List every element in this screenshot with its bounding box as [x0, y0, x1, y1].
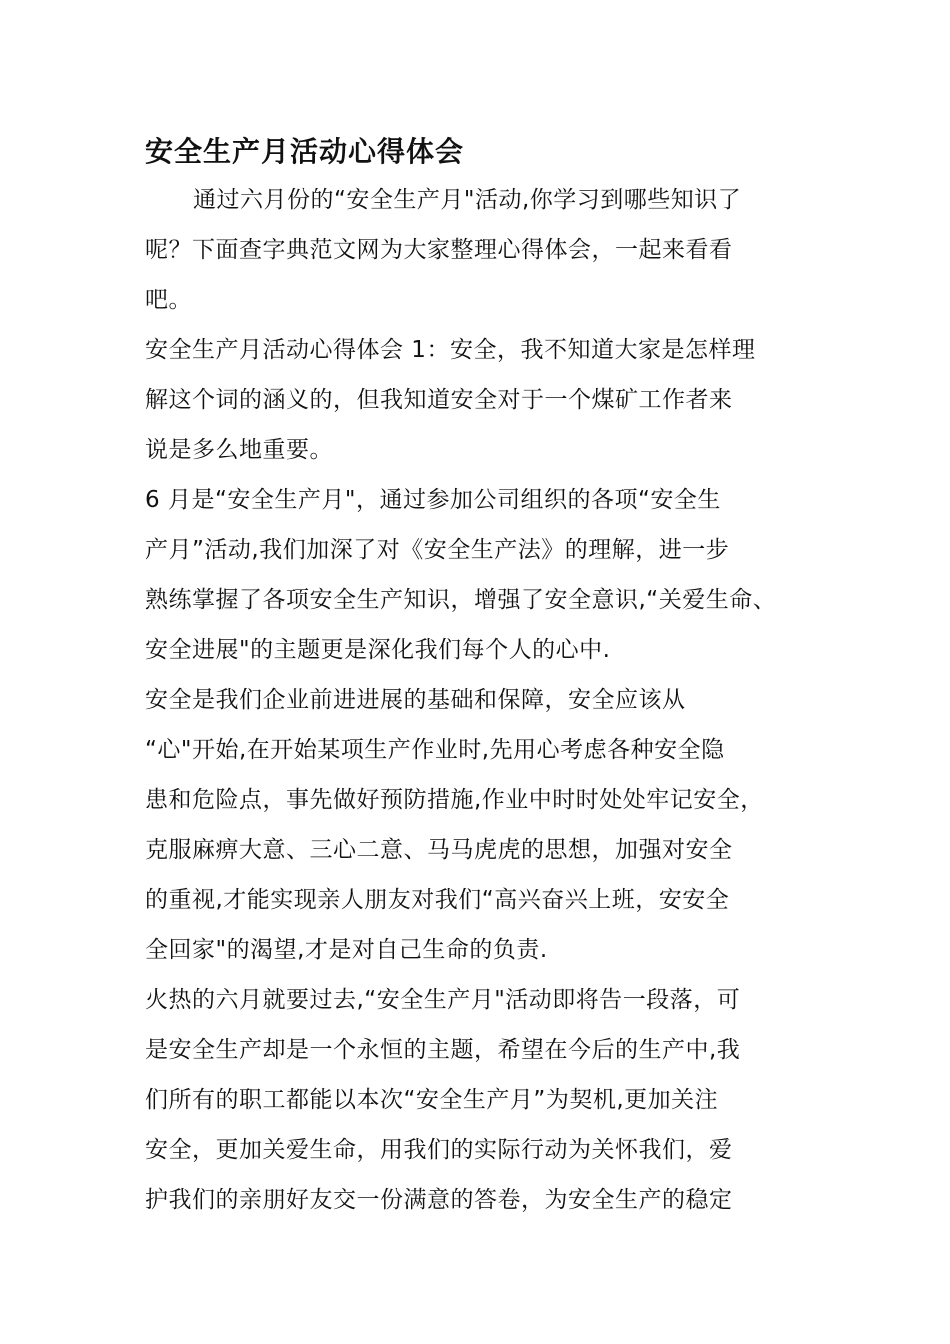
paragraph-line: 是安全生产却是一个永恒的主题，希望在今后的生产中,我: [145, 1037, 741, 1063]
paragraph-line: 呢？下面查字典范文网为大家整理心得体会，一起来看看: [145, 237, 733, 263]
paragraph-line: 6 月是“安全生产月"，通过参加公司组织的各项“安全生: [145, 487, 721, 513]
paragraph-line: 们所有的职工都能以本次“安全生产月”为契机,更加关注: [145, 1087, 719, 1113]
paragraph-line: 全回家"的渴望,才是对自己生命的负责.: [145, 937, 548, 963]
paragraph-line: 安全进展"的主题更是深化我们每个人的心中.: [145, 637, 611, 663]
paragraph-line: 安全是我们企业前进进展的基础和保障，安全应该从: [145, 687, 686, 713]
paragraph-line: 熟练掌握了各项安全生产知识，增强了安全意识,“关爱生命、: [145, 587, 777, 613]
paragraph-line: 火热的六月就要过去,“安全生产月"活动即将告一段落，可: [145, 987, 741, 1013]
paragraph-line: 产月”活动,我们加深了对《安全生产法》的理解，进一步: [145, 537, 730, 563]
paragraph-line: 吧。: [145, 287, 192, 313]
paragraph-line: 安全，更加关爱生命，用我们的实际行动为关怀我们，爱: [145, 1137, 733, 1163]
paragraph-line: 的重视,才能实现亲人朋友对我们“高兴奋兴上班，安安全: [145, 887, 730, 913]
paragraph-line: 克服麻痹大意、三心二意、马马虎虎的思想，加强对安全: [145, 837, 733, 863]
paragraph-line: 患和危险点，事先做好预防措施,作业中时时处处牢记安全，: [145, 787, 764, 813]
paragraph-line: 解这个词的涵义的，但我知道安全对于一个煤矿工作者来: [145, 387, 733, 413]
paragraph-line: 说是多么地重要。: [145, 437, 333, 463]
paragraph-line: “心"开始,在开始某项生产作业时,先用心考虑各种安全隐: [145, 737, 725, 763]
paragraph-line: 护我们的亲朋好友交一份满意的答卷，为安全生产的稳定: [145, 1187, 733, 1213]
paragraph-line: 安全生产月活动心得体会 1：安全，我不知道大家是怎样理: [145, 337, 756, 363]
document-title: 安全生产月活动心得体会: [145, 135, 465, 168]
paragraph-line: 通过六月份的“安全生产月"活动,你学习到哪些知识了: [193, 187, 742, 213]
